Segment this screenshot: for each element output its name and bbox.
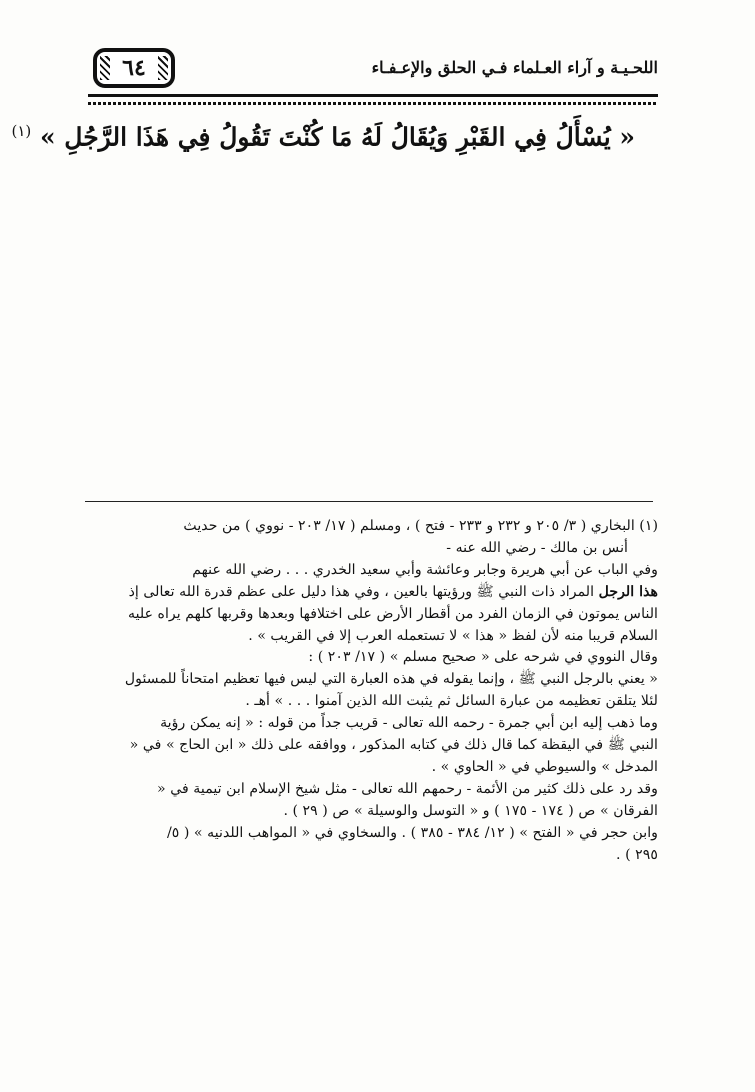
footnote-line: « يعني بالرجل النبي ﷺ ، وإنما يقوله في هذه العبارة التي ليس فيها تعظيم امتحاناً للمسئول xyxy=(124,671,658,688)
footnote-line: الفرقان » ص ( ١٧٤ - ١٧٥ ) و « التوسل والوسيلة » ص ( ٢٩ ) . xyxy=(283,802,658,819)
page-number-text: ٦٤ xyxy=(122,55,146,81)
footnote-line: وابن حجر في « الفتح » ( ١٢/ ٣٨٤ - ٣٨٥ ) . والسخاوي في « المواهب اللدنيه » ( ٥/ xyxy=(166,824,658,841)
footnote-line: المدخل » والسيوطي في « الحاوي » . xyxy=(431,758,658,775)
running-title: اللحـيـة و آراء العـلماء فـي الحلق والإعـفـاء xyxy=(371,58,658,77)
footnotes xyxy=(88,516,658,867)
footnote-line: وقد رد على ذلك كثير من الأئمة - رحمهم الله تعالى - مثل شيخ الإسلام ابن تيمية في « xyxy=(157,780,658,797)
footnote-line: (١) البخاري ( ٣/ ٢٠٥ و ٢٣٢ و ٢٣٣ - فتح ) ، ومسلم ( ١٧/ ٢٠٣ - نووي ) من حديث xyxy=(183,518,658,534)
footnote-line: لئلا يتلقن تعظيمه من عبارة السائل ثم يثبت الله الذين آمنوا . . . » أهـ . xyxy=(245,693,658,710)
footnote-line: السلام قريبا منه لأن لفظ « هذا » لا تستعمله العرب إلا في القريب » . xyxy=(248,627,658,644)
footnote-line: وفي الباب عن أبي هريرة وجابر وعائشة وأبي سعيد الخدري . . . رضي الله عنهم xyxy=(192,561,658,578)
footnote-line xyxy=(88,582,658,604)
footnote-reference: (١) xyxy=(11,122,32,140)
footnote-line-text: المراد ذات النبي ﷺ ورؤيتها بالعين ، وفي هذا دليل على عظم قدرة الله تعالى إذ xyxy=(128,583,595,600)
main-quote xyxy=(11,122,635,152)
footnote-line: وما ذهب إليه ابن أبي جمرة - رحمه الله تعالى - قريب جداً من قوله : « إنه يمكن رؤية xyxy=(160,715,658,732)
page-header xyxy=(88,46,658,94)
footnote-line: ٢٩٥ ) . xyxy=(616,846,658,863)
footnote-line: وقال النووي في شرحه على « صحيح مسلم » ( ١٧/ ٢٠٣ ) : xyxy=(308,649,658,666)
main-quote-text: « يُسْأَلُ فِي القَبْرِ وَيُقَالُ لَهُ مَا كُنْتَ تَقُولُ فِي هَذَا الرَّجُلِ » xyxy=(39,122,635,152)
page-number xyxy=(93,48,175,88)
footnote-line: أنس بن مالك - رضي الله عنه - xyxy=(446,539,628,556)
bold-term: هذا الرجل xyxy=(598,583,658,600)
header-divider xyxy=(88,94,658,107)
footnote-line: الناس يموتون في الزمان الفرد من أقطار الأرض على اختلافها وبعدها وقربها كلهم يراه عليه xyxy=(128,605,658,622)
footnote-separator xyxy=(85,501,653,502)
footnote-line: النبي ﷺ في اليقظة كما قال ذلك في كتابه المذكور ، ووافقه على ذلك « ابن الحاج » في « xyxy=(129,737,658,754)
